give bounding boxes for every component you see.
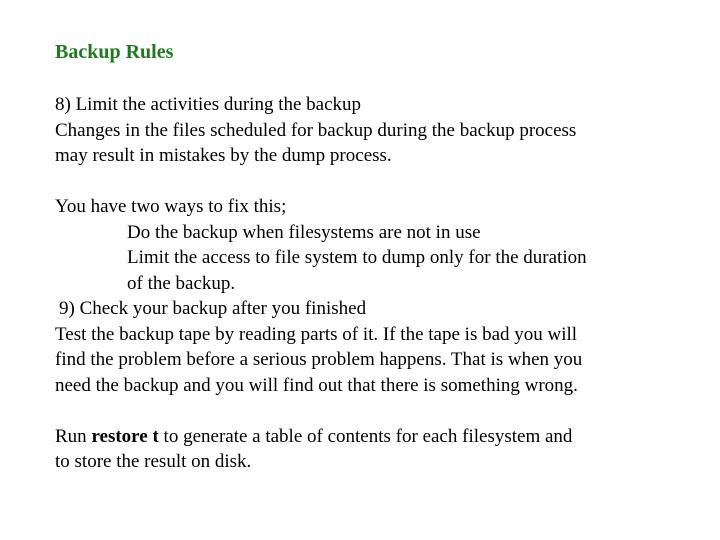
paragraph-gap: [55, 169, 695, 195]
fix-option-2: Limit the access to file system to dump only for the duration: [127, 247, 587, 268]
rule-8-text-2: may result in mistakes by the dump process.: [55, 145, 392, 166]
fix-option-1: Do the backup when filesystems are not in use: [127, 221, 481, 243]
rule-9-text-3: need the backup and you will find out that there is something wrong.: [55, 374, 578, 396]
rule-9-text-1: Test the backup tape by reading parts of it. If the tape is bad you will: [55, 323, 578, 345]
rule-8-text-1: Changes in the files scheduled for backup during the backup process: [55, 119, 577, 141]
restore-text-2: to store the result on disk.: [55, 451, 252, 472]
rule-9-text-2: find the problem before a serious problem happens. That is when you: [55, 349, 583, 370]
fix-intro: You have two ways to fix this;: [55, 196, 287, 217]
restore-post: to generate a table of contents for each filesystem and: [158, 425, 573, 447]
restore-text-1: [55, 424, 695, 450]
slide-body: [55, 92, 695, 475]
restore-pre: Run: [55, 425, 92, 447]
paragraph-gap: [55, 398, 695, 424]
slide-title: Backup Rules: [55, 41, 174, 63]
rule-8-heading: 8) Limit the activities during the backup: [55, 94, 362, 115]
fix-option-2-cont: of the backup.: [127, 272, 236, 294]
rule-9-heading: 9) Check your backup after you finished: [59, 298, 367, 319]
restore-command: restore t: [91, 425, 159, 447]
